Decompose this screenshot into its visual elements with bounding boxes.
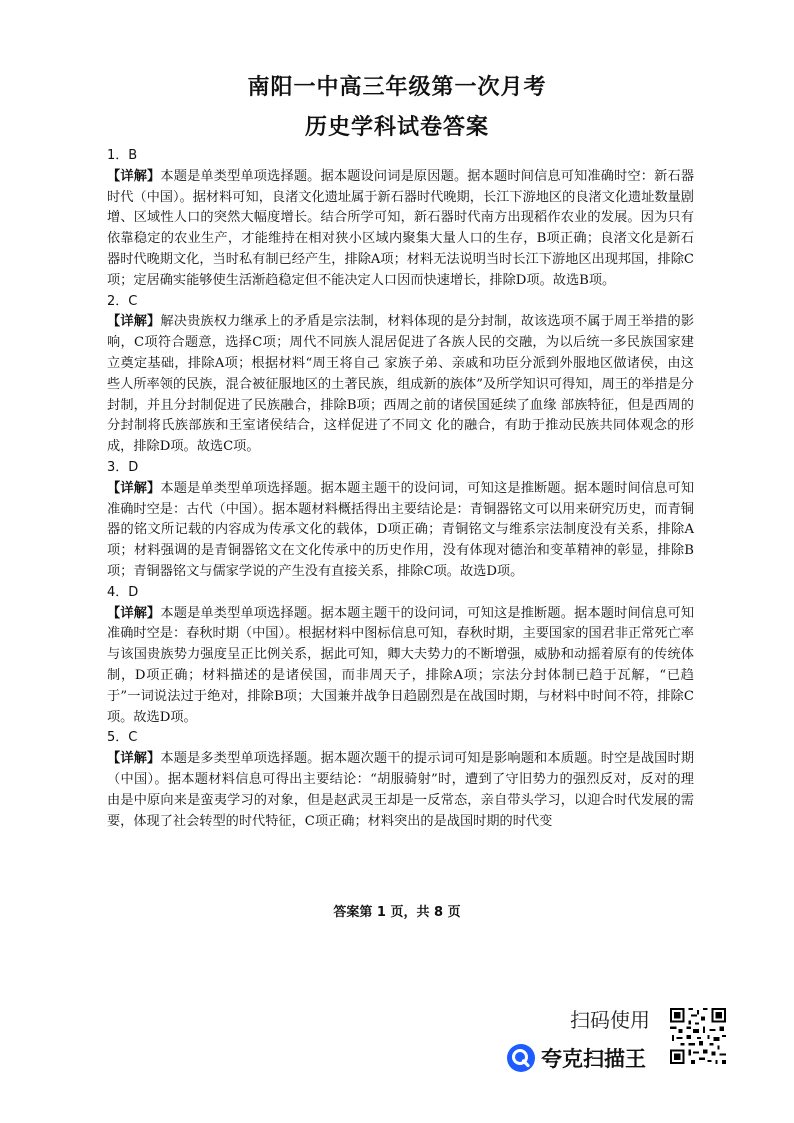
explanation-text: 本题是单类型单项选择题。据本题设问词是原因题。据本题时间信息可知准确时空：新石器时代（中国）。据材料可知，良渚文化遗址属于新石器时代晚期，长江下游地区的良渚文化遗址数量剧增、区域性人口的突然大幅度增长。结合所学可知，新石器时代南方出现稻作农业的发展。因为只有依靠稳定的农业生产，才能维持在相对狭小区域内聚集大量人口的生存，B项正确；良渚文化是新石器时代晚期文化，当时私有制已经产生，排除A项；材料无法说明当时长江下游地区出现邦国，排除C项；定居确实能够使生活渐趋稳定但不能决定人口因而快速增长，排除D项。故选B项。 xyxy=(107,168,695,288)
answer-explanation xyxy=(107,604,694,729)
quark-logo-icon xyxy=(507,1044,535,1072)
explanation-text: 本题是多类型单项选择题。据本题次题干的提示词可知是影响题和本质题。时空是战国时期（中国）。据本题材料信息可得出主要结论：“胡服骑射”时，遭到了守旧势力的强烈反对，反对的理由是中原向来是蛮夷学习的对象，但是赵武灵王却是一反常态，亲自带头学习，以迎合时代发展的需要，体现了社会转型的时代特征，C项正确；材料突出的是战国时期的时代变 xyxy=(107,751,695,829)
explanation-tag: 【详解】 xyxy=(107,605,161,621)
brand-name: 夸克扫描王 xyxy=(541,1047,646,1071)
explanation-tag: 【详解】 xyxy=(107,480,161,496)
qr-code-icon[interactable] xyxy=(668,1006,728,1066)
scan-to-use-label: 扫码使用 xyxy=(570,1008,650,1032)
question-number: 3．D xyxy=(107,459,139,475)
answer-list xyxy=(107,146,694,832)
answer-explanation xyxy=(107,479,694,583)
explanation-text: 本题是单类型单项选择题。据本题主题干的设问词，可知这是推断题。据本题时间信息可知准确时空是：春秋时期（中国）。根据材料中图标信息可知，春秋时期，主要国家的国君非正常死亡率与该国贵族势力强度呈正比例关系，据此可知，卿大夫势力的不断增强，威胁和动摇着原有的传统体制，D项正确；材料描述的是诸侯国，而非周天子，排除A项；宗法分封体制已趋于瓦解，“已趋于”一词说法过于绝对，排除B项；大国兼并战争日趋剧烈是在战国时期，与材料中时间不符，排除C项。故选D项。 xyxy=(107,605,695,725)
explanation-tag: 【详解】 xyxy=(107,168,161,184)
answer-explanation xyxy=(107,749,694,832)
answer-item xyxy=(107,728,694,832)
question-number: 1．B xyxy=(107,148,138,163)
answer-explanation xyxy=(107,312,694,458)
page-footer: 答案第 1 页，共 8 页 xyxy=(333,905,461,920)
explanation-text: 本题是单类型单项选择题。据本题主题干的设问词，可知这是推断题。据本题时间信息可知准确时空是：古代（中国）。据本题材料概括得出主要结论是：青铜器铭文可以用来研究历史，而青铜器的铭文所记载的内容成为传承文化的载体，D项正确；青铜铭文与维系宗法制度没有关系，排除A项；材料强调的是青铜器铭文在文化传承中的历史作用，没有体现对德治和变革精神的彰显，排除B项；青铜器铭文与儒家学说的产生没有直接关系，排除C项。故选D项。 xyxy=(107,480,695,579)
explanation-tag: 【详解】 xyxy=(107,314,161,330)
explanation-text: 解决贵族权力继承上的矛盾是宗法制，材料体现的是分封制，故该选项不属于周王举措的影响，C项符合题意，选择C项；周代不同族人混居促进了各族人民的交融，为以后统一多民族国家建立奠定基础，排除A项；根据材料“周王将自己 家族子弟、亲戚和功臣分派到外服地区做诸侯，由这些人所率领的民族，混合被征服地区的土著民族，组成新的族体”及所学知识可得知，周王的举措是分封制，并且分封制促进了民族融合，排除B项；西周之前的诸侯国延续了血缘 部族特征，但是西周的分封制将氏族部族和王室诸侯结合，这样促进了不同文 化的融合，有助于推动民族共同体观念的形成，排除D项。故选C项。 xyxy=(107,314,695,455)
answer-item xyxy=(107,583,694,729)
answer-item xyxy=(107,292,694,458)
answer-item xyxy=(107,458,694,583)
page-title: 南阳一中高三年级第一次月考 xyxy=(247,75,547,100)
answer-item xyxy=(107,146,694,292)
explanation-tag: 【详解】 xyxy=(107,751,161,767)
question-number: 5．C xyxy=(107,730,138,746)
scanner-brand xyxy=(507,1043,646,1073)
question-number: 4．D xyxy=(107,584,139,600)
page-subtitle: 历史学科试卷答案 xyxy=(304,115,489,140)
answer-explanation xyxy=(107,167,694,292)
question-number: 2．C xyxy=(107,293,138,309)
